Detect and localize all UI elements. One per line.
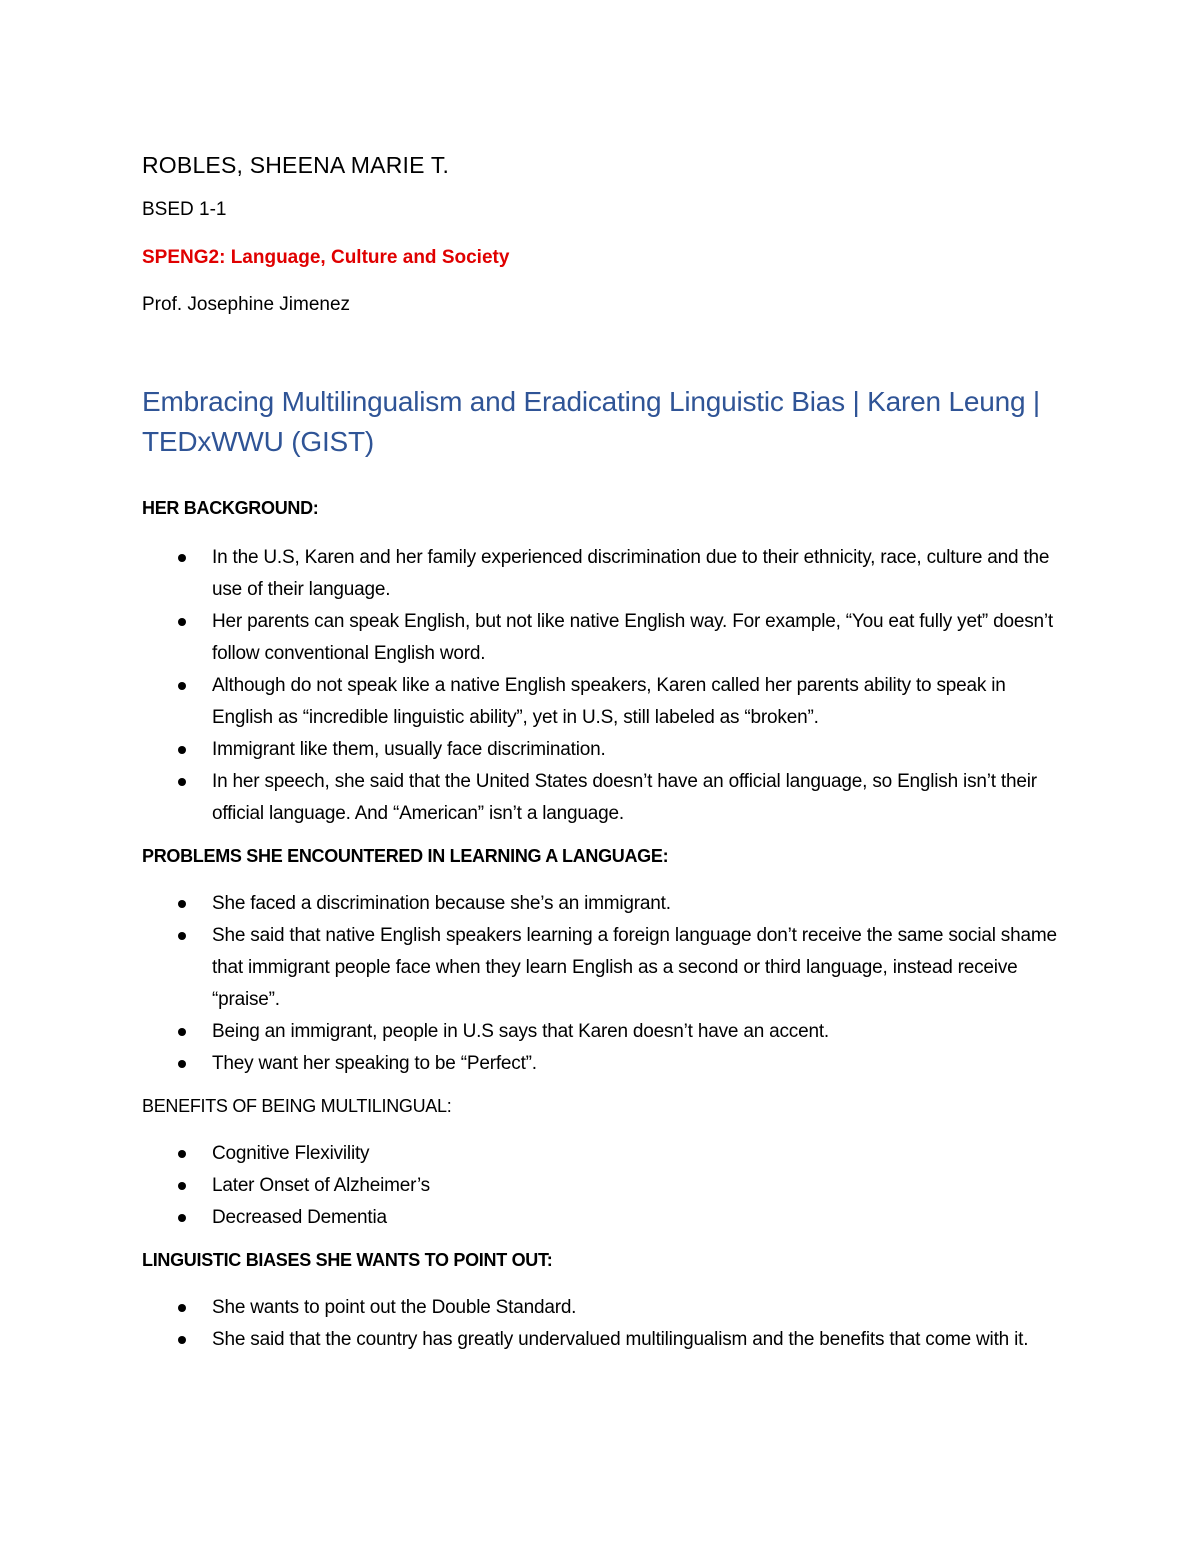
list-item-text: Later Onset of Alzheimer’s [212, 1175, 430, 1196]
list-item [142, 1138, 1062, 1170]
bullet-icon [178, 618, 186, 626]
list-item [142, 766, 1062, 830]
list-item-text: She said that native English speakers learning a foreign language don’t receive the same social shame that immigrant people face when they learn English as a second or third language, instead receive “praise”. [212, 925, 1057, 1010]
student-name: ROBLES, SHEENA MARIE T. [142, 152, 450, 178]
list-item [142, 734, 1062, 766]
document-content [142, 150, 1062, 1356]
list-item [142, 1202, 1062, 1234]
list-item-text: In the U.S, Karen and her family experienced discrimination due to their ethnicity, race, culture and the use of their language. [212, 547, 1050, 600]
list-item [142, 1292, 1062, 1324]
class-section: BSED 1-1 [142, 199, 227, 220]
benefits-list [142, 1138, 1062, 1234]
section-heading-biases: LINGUISTIC BIASES SHE WANTS TO POINT OUT: [142, 1250, 553, 1270]
list-item-text: They want her speaking to be “Perfect”. [212, 1053, 537, 1074]
list-item [142, 1016, 1062, 1048]
biases-list [142, 1292, 1062, 1356]
list-item [142, 1324, 1062, 1356]
list-item-text: She said that the country has greatly undervalued multilingualism and the benefits that come with it. [212, 1329, 1029, 1350]
bullet-icon [178, 778, 186, 786]
course-title: SPENG2: Language, Culture and Society [142, 247, 510, 268]
bullet-icon [178, 1214, 186, 1222]
bullet-icon [178, 682, 186, 690]
bullet-icon [178, 746, 186, 754]
list-item-text: Decreased Dementia [212, 1207, 387, 1228]
list-item-text: Although do not speak like a native English speakers, Karen called her parents ability to speak in English as “incredible linguistic ability”, yet in U.S, still labeled as “broken”. [212, 675, 1006, 728]
list-item [142, 1048, 1062, 1080]
bullet-icon [178, 1336, 186, 1344]
list-item-text: Immigrant like them, usually face discrimination. [212, 739, 606, 760]
section-heading-background: HER BACKGROUND: [142, 498, 319, 518]
bullet-icon [178, 1060, 186, 1068]
bullet-icon [178, 1028, 186, 1036]
background-list [142, 542, 1062, 830]
list-item [142, 670, 1062, 734]
professor-name: Prof. Josephine Jimenez [142, 294, 351, 315]
bullet-icon [178, 1182, 186, 1190]
document-title [142, 382, 1062, 462]
list-item-text: Cognitive Flexivility [212, 1143, 370, 1164]
bullet-icon [178, 1150, 186, 1158]
problems-list [142, 888, 1062, 1080]
list-item [142, 606, 1062, 670]
bullet-icon [178, 1304, 186, 1312]
list-item [142, 920, 1062, 1016]
section-heading-benefits: BENEFITS OF BEING MULTILINGUAL: [142, 1096, 452, 1116]
document-title-line-1: Embracing Multilingualism and Eradicating Linguistic Bias | Karen Leung | [142, 386, 1040, 417]
bullet-icon [178, 900, 186, 908]
list-item-text: She wants to point out the Double Standard. [212, 1297, 577, 1318]
list-item-text: She faced a discrimination because she’s an immigrant. [212, 893, 671, 914]
bullet-icon [178, 554, 186, 562]
list-item [142, 1170, 1062, 1202]
list-item-text: Her parents can speak English, but not like native English way. For example, “You eat fully yet” doesn’t follow conventional English word. [212, 611, 1053, 664]
list-item [142, 888, 1062, 920]
list-item-text: In her speech, she said that the United States doesn’t have an official language, so English isn’t their official language. And “American” isn’t a language. [212, 771, 1037, 824]
section-heading-problems: PROBLEMS SHE ENCOUNTERED IN LEARNING A LANGUAGE: [142, 846, 669, 866]
document-title-line-2: TEDxWWU (GIST) [142, 426, 375, 457]
list-item-text: Being an immigrant, people in U.S says that Karen doesn’t have an accent. [212, 1021, 829, 1042]
list-item [142, 542, 1062, 606]
bullet-icon [178, 932, 186, 940]
